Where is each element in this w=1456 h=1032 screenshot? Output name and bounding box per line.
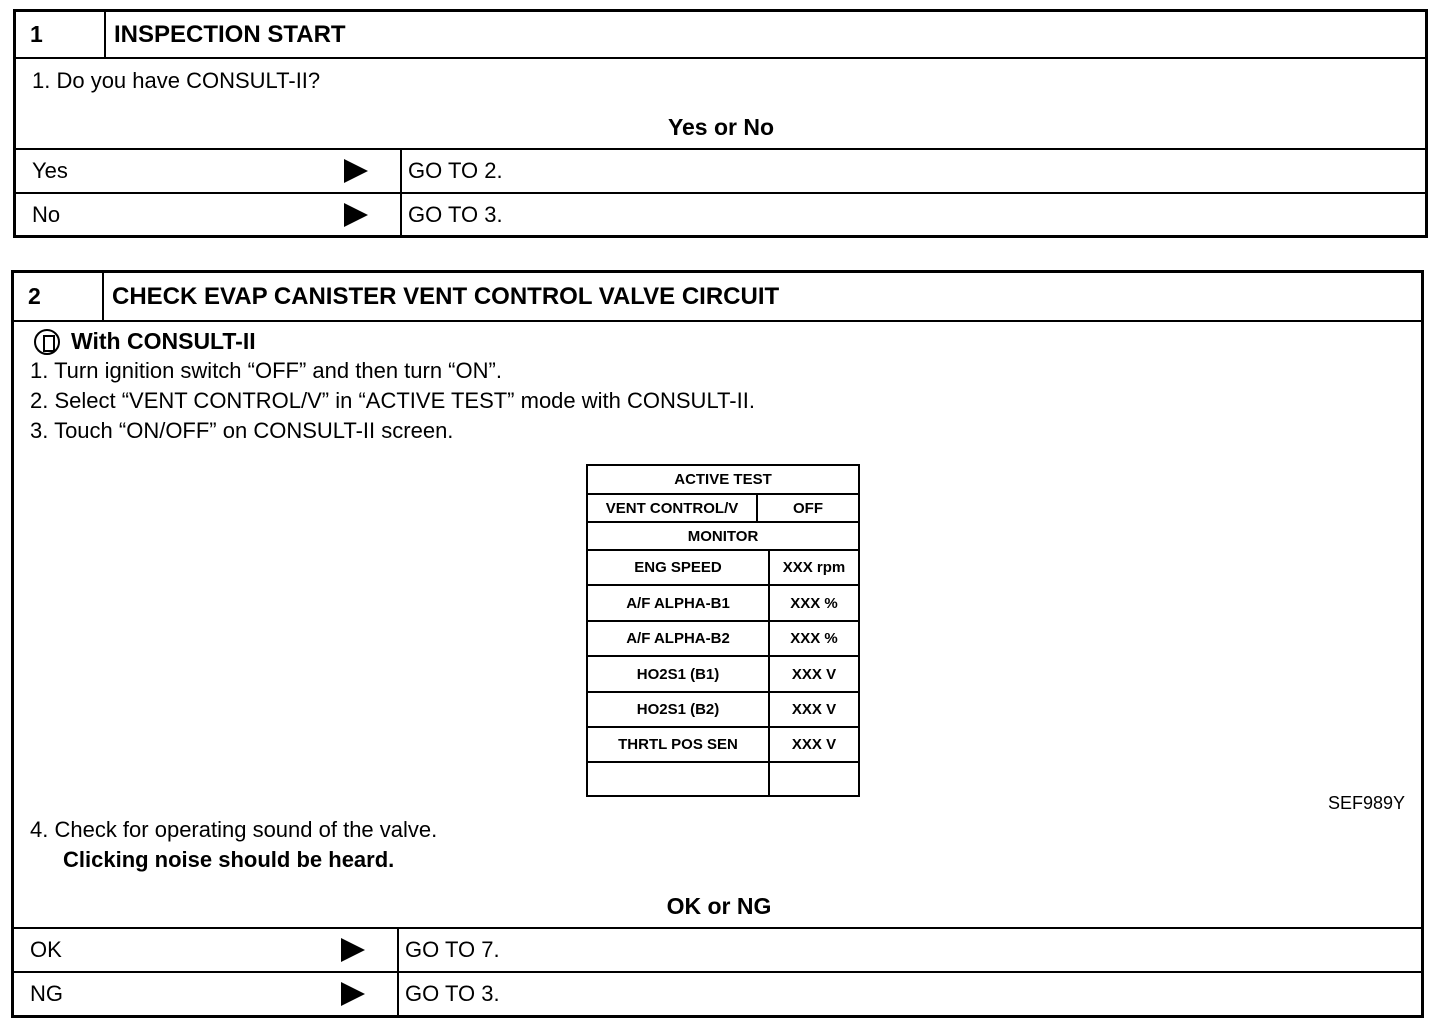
screen-header: ACTIVE TEST (674, 471, 772, 488)
test-item: VENT CONTROL/V (588, 495, 758, 521)
check-vent-valve-block (11, 270, 1424, 1018)
monitor-row (588, 622, 858, 657)
result-action: GO TO 2. (408, 158, 503, 183)
question-text: 1. Do you have CONSULT-II? (32, 68, 321, 93)
result-label: No (16, 194, 402, 235)
instruction-2: 2. Select “VENT CONTROL/V” in “ACTIVE TEST” mode with CONSULT-II. (30, 388, 755, 413)
monitor-value: XXX V (791, 736, 837, 753)
result-action: GO TO 3. (408, 201, 503, 227)
result-row-ok (14, 927, 1421, 971)
monitor-item: THRTL POS SEN (588, 728, 770, 761)
monitor-value: XXX rpm (782, 559, 846, 576)
monitor-row (588, 693, 858, 728)
step-number: 1 (16, 12, 106, 57)
answer-label: Yes or No (667, 114, 775, 140)
monitor-value: XXX V (791, 665, 837, 683)
instruction-4: 4. Check for operating sound of the valve. (30, 817, 438, 842)
monitor-value (770, 763, 858, 795)
monitor-value: XXX % (790, 630, 838, 647)
instruction-3: 3. Touch “ON/OFF” on CONSULT-II screen. (30, 418, 454, 443)
monitor-item: ENG SPEED (588, 551, 770, 584)
monitor-item: A/F ALPHA-B2 (588, 622, 770, 655)
arrow-right-icon (344, 159, 368, 183)
screen-header-row (588, 466, 858, 495)
step-number: 2 (14, 273, 104, 320)
result-action: GO TO 7. (405, 937, 500, 962)
monitor-row (588, 586, 858, 622)
result-row-yes (16, 148, 1425, 192)
screen-test-row (588, 495, 858, 523)
consult-tool-icon (34, 329, 60, 355)
monitor-item: A/F ALPHA-B1 (588, 586, 770, 620)
monitor-value: XXX V (791, 701, 837, 718)
subhead: With CONSULT-II (71, 328, 256, 354)
screen-monitor-row (588, 523, 858, 551)
result-action: GO TO 3. (405, 981, 500, 1006)
result-row-no (16, 192, 1425, 235)
result-label: NG (14, 973, 399, 1015)
inspection-start-block (13, 9, 1428, 238)
monitor-row (588, 728, 858, 763)
instruction-4-note: Clicking noise should be heard. (63, 847, 395, 872)
monitor-label: MONITOR (687, 527, 759, 545)
test-value: OFF (793, 499, 823, 517)
result-label: Yes (16, 150, 402, 192)
step-title: CHECK EVAP CANISTER VENT CONTROL VALVE CIRCUIT (112, 282, 780, 310)
monitor-item: HO2S1 (B2) (588, 693, 770, 726)
monitor-item (588, 763, 770, 795)
monitor-row (588, 763, 858, 795)
result-row-ng (14, 971, 1421, 1015)
step-header (16, 12, 1425, 59)
result-label: OK (14, 929, 399, 971)
monitor-value: XXX % (790, 594, 838, 612)
answer-label: OK or NG (666, 893, 772, 919)
figure-reference: SEF989Y (1327, 793, 1405, 813)
monitor-row (588, 657, 858, 693)
arrow-right-icon (344, 203, 368, 227)
monitor-item: HO2S1 (B1) (588, 657, 770, 691)
step-header (14, 273, 1421, 322)
instruction-1: 1. Turn ignition switch “OFF” and then turn “ON”. (30, 358, 502, 383)
step-title: INSPECTION START (114, 20, 346, 48)
active-test-screen (586, 464, 860, 797)
monitor-row (588, 551, 858, 586)
arrow-right-icon (341, 938, 365, 962)
arrow-right-icon (341, 982, 365, 1006)
